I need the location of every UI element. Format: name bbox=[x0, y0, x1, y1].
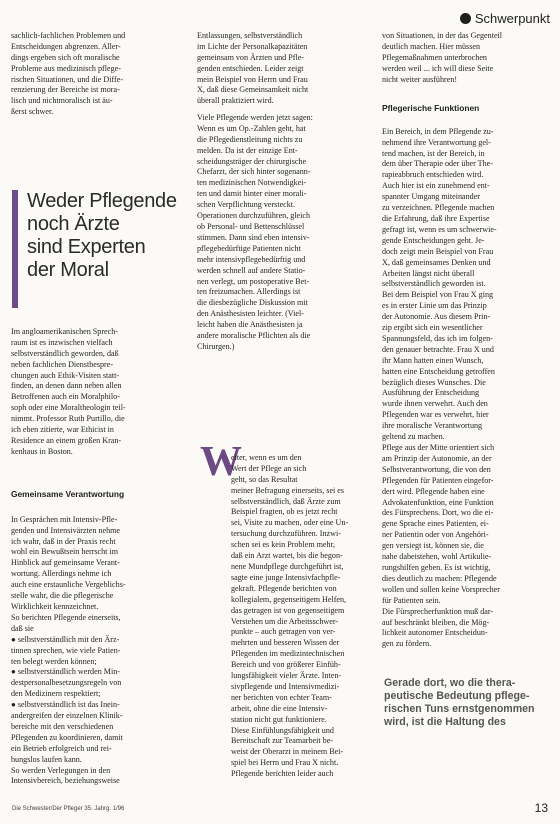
paragraph: sachlich-fachlichen Problemen und Entscheidungen abgrenzen. Aller- dings ergeben sich oft moralische Probleme aus medizinisch pflege- rischen Situationen, und die Diffe- renzierung der Bereiche ist mora- lisch und nichtmoralisch ist äu- ßerst schwer. bbox=[11, 30, 126, 117]
column-1-bottom bbox=[11, 478, 177, 798]
column-2-bottom bbox=[197, 439, 364, 791]
paragraph: Im angloamerikanischen Sprech- raum ist es inzwischen vielfach selbstverständlich geworden, daß neben fachlichen Dienstbespre- chungen auch Ethik-Visiten statt- finden, an denen dann neben allen Betroffenen auch ein Moralphilo- soph oder eine Moraltheologin teil- nimmt. Professor Ruth Purtillo, die ich eben zitierte, war Ethicist in Residence an einem großen Kran- kenhaus in Boston. bbox=[11, 326, 126, 456]
paragraph: eiter, wenn es um den Wert der Pflege an sich geht, so das Resultat meiner Befragung einerseits, sei es selbstverständlich, daß Ärzte zum Beispiel fragten, ob es jetzt recht sei, Visite zu machen, oder eine Un- tersuchung durchzuführen. Inzwi- schen sei es kein Problem mehr, daß ein Arzt wartet, bis die begon- nene Mundpflege durchgeführt ist, sagte eine junge Intensivfachpfle- gekraft. Pflegende berichten von kollegialem, gegenseitigem Helfen, das getragen ist von gegenseitigem Verstehen um die Arbeitsschwer- punkte – auch getragen von ver- mehrten und besseren Wissen der Pflegenden im medizintechnischen Bereich und von größerer Einfüh- lungsfähigkeit vieler Ärzte. Inten- sivpflegende und Intensivmedizi- ner berichten von echter Team- arbeit, ohne die eine Intensiv- station nicht gut funktioniere. Diese Einfühlungsfähigkeit und Bereitschaft zur Teamarbeit be- weist der Oberarzt in meinem Bei- spiel bei Herrn und Frau X nicht. Pflegende berichten leider auch bbox=[231, 452, 349, 779]
highlight-quote: Gerade dort, wo die thera- peutische Bedeutung pflege- rischen Tuns ernstgenommen wird, ist die Haltung des bbox=[384, 677, 535, 728]
paragraph: von Situationen, in der das Gegenteil deutlich machen. Hier müssen Pflegemaßnahmen unterbrochen werden weil ... ich will diese Seite nicht weiter ausführen! bbox=[382, 30, 503, 84]
column-3-main bbox=[382, 92, 548, 661]
column-2-middle bbox=[197, 102, 364, 364]
drop-cap: W bbox=[200, 439, 242, 485]
column-1-top bbox=[11, 20, 177, 129]
section-title: Schwerpunkt bbox=[474, 10, 550, 26]
column-1-middle bbox=[11, 316, 177, 469]
paragraph: Ein Bereich, in dem Pflegende zu- nehmend ihre Verantwortung gel- tend machen, ist der Bereich, in dem über Therapie oder über The- rapieabbruch entschieden wird. Auch hier ist ein zunehmend ent- spannter Umgang miteinander zu verzeichnen. Pflegende machen die Erfahrung, daß ihre Expertise gefragt ist, wenn es um schwerwie- gende Entscheidungen geht. Je- doch zeigt mein Beispiel von Frau X, daß gemeinsames Denken und Arbeiten längst nicht überall selbstverständlich geworden ist. Bei dem Beispiel von Frau X ging es in erster Linie um das Prinzip der Autonomie. Aus diesem Prin- zip ergibt sich ein wesentlicher Spannungsfeld, das ich im folgen- den genauer betrachte. Frau X und ihr Mann hatten einen Wunsch, hatten eine Entscheidung getroffen bezüglich dieses Wunsches. Die Ausführung der Entscheidung wurde ihnen verwehrt. Auch den Pflegenden war es verwehrt, hier ihre moralische Verantwortung geltend zu machen. Pflege aus der Mitte orientiert sich am Prinzip der Autonomie, an der Selbstverantwortung, die von den Pflegenden für Patienten eingefor- dert wird. Pflegende haben eine Advokatenfunktion, eine Funktion des Fürsprechens. Dort, wo die ei- gene Sprache eines Patienten, ei- ner Patientin oder von Angehöri- gen versiegt ist, können sie, die nahe dabeistehen, wohl Artikulie- rungshilfen geben. Es ist wichtig, dies deutlich zu machen: Pflegende wollen und sollen keine Vorsprecher für Patienten sein. Die Fürsprecherfunktion muß dar- auf beschränkt bleiben, die Mög- lichkeit autonomer Entscheidun- gen zu fördern. bbox=[382, 126, 500, 649]
pull-quote-box bbox=[12, 190, 177, 308]
paragraph: Viele Pflegende werden jetzt sagen: Wenn es um Op.-Zahlen geht, hat die Pflegedienstleitung nichts zu melden. Da ist der einzige Ent- scheidungsträger der chirurgische Chefarzt, der sich hinter sogenann- ten medizinischen Notwendigkei- ten und damit hinter einer morali- schen Verpflichtung versteckt. Operationen durchzuführen, gleich ob Personal- und Bettenschlüssel stimmen. Dann sind eben intensiv- pflegebedürftige Patienten nicht mehr intensivpflegebedürftig und werden schnell auf andere Statio- nen verlegt, um postoperative Bet- ten freizumachen. Allerdings ist die diesbezügliche Diskussion mit den Anästhesisten leichter. (Viel- leicht haben die Anästhesisten ja andere moralische Pflichten als die Chirurgen.) bbox=[197, 112, 313, 351]
paragraph: In Gesprächen mit Intensiv-Pfle- genden und Intensivärzten nehme ich wahr, daß in der Praxis recht wohl ein Bewußtsein herrscht im Hinblick auf gemeinsame Verant- wortung. Allerdings nehme ich auch eine erstaunliche Vergeblichs- stelle wahr, die die pflegerische Wirklichkeit kennzeichnet. So berichten Pflegende einerseits, daß sie ● selbstverständlich mit den Ärz- tinnen sprechen, wie viele Patien- ten belegt werden können; ● selbstverständlich werden Min- destpersonalbesetzungsregeln von den Medizinern respektiert; ● selbstverständlich ist das Inein- andergreifen der einzelnen Klinik- bereiche mit den verschiedenen Pflegenden zu koordinieren, damit ein Betrieb erfolgreich und rei- bungslos laufen kann. So werden Verlegungen in den Intensivbereich, beziehungsweise bbox=[11, 514, 126, 786]
section-heading: Gemeinsame Verantwortung bbox=[11, 488, 125, 499]
pull-quote-text: Weder Pflegende noch Ärzte sind Experten der Moral bbox=[27, 190, 177, 281]
footer-source: Die Schwester/Der Pfleger 35. Jahrg. 1/96 bbox=[12, 806, 125, 812]
column-3-top bbox=[382, 20, 548, 96]
paragraph: Entlassungen, selbstverständlich im Lichte der Personalkapazitäten gemeinsam von Ärzten und Pfle- genden entschieden. Leider zeigt mein Beispiel von Herrn und Frau X, daß diese Gemeinsamkeit nicht überall praktiziert wird. bbox=[197, 30, 309, 106]
section-heading: Pflegerische Funktionen bbox=[382, 102, 480, 113]
pull-quote-bar bbox=[12, 190, 18, 308]
page-number: 13 bbox=[534, 801, 548, 815]
